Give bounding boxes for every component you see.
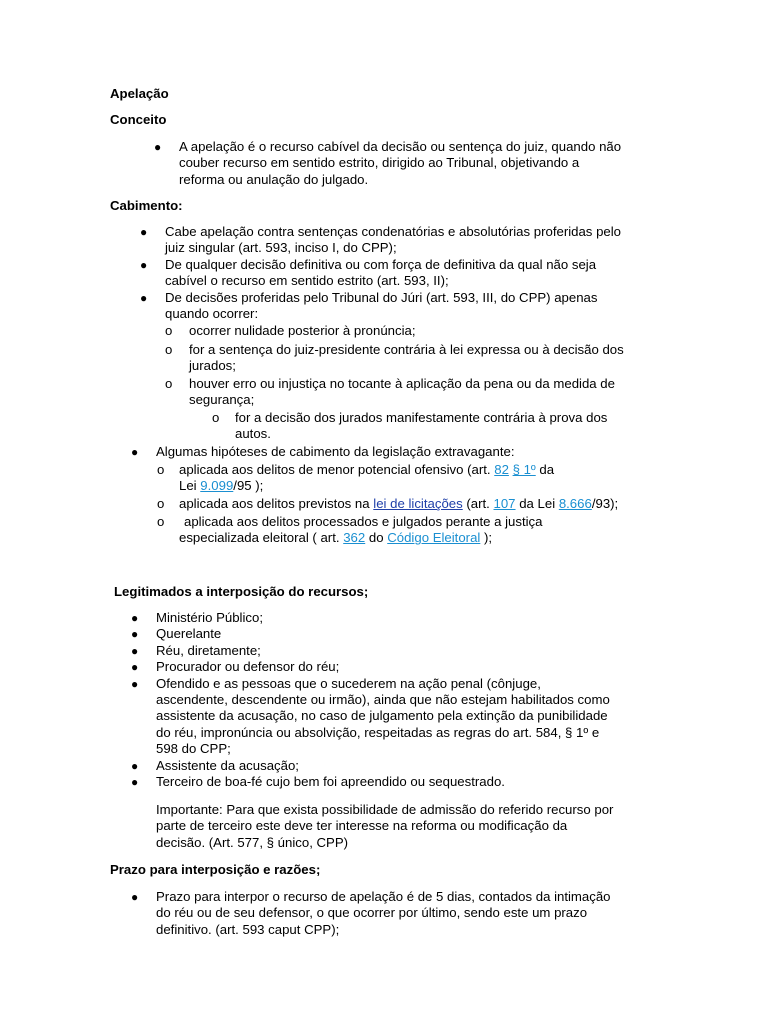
legitimados-line: Assistente da acusação; <box>156 757 299 773</box>
legitimados-line: Querelante <box>156 626 222 642</box>
link-lei-8666[interactable]: 8.666 <box>558 496 592 511</box>
conceito-item <box>154 139 699 188</box>
bullet-icon: ● <box>140 225 148 239</box>
cabimento-item <box>140 290 705 323</box>
bullet-icon: ● <box>131 445 139 459</box>
subitem-line: segurança; <box>189 392 255 408</box>
legitimados-line: Réu, diretamente; <box>156 642 261 658</box>
importante-note <box>156 802 696 851</box>
legitimados-line: assistente da acusação, no caso de julgamento pela extinção da punibilidade <box>156 708 608 724</box>
circle-bullet-icon: o <box>212 410 220 425</box>
importante-line: Importante: Para que exista possibilidade de admissão do referido recurso por <box>156 802 614 817</box>
legitimados-line: Terceiro de boa-fé cujo bem foi apreendido ou sequestrado. <box>156 774 505 790</box>
subitem-text: ); <box>484 530 493 546</box>
circle-bullet-icon: o <box>165 376 173 391</box>
legitimados-line: Procurador ou defensor do réu; <box>156 659 340 675</box>
heading-prazo: Prazo para interposição e razões; <box>110 862 321 877</box>
cabimento-item <box>140 224 705 257</box>
subitem-text: da Lei <box>519 496 556 511</box>
bullet-icon: ● <box>131 611 139 625</box>
subsubitem-line: autos. <box>235 426 271 442</box>
subitem-line: houver erro ou injustiça no tocante à aplicação da pena ou da medida de <box>189 376 615 391</box>
importante-line: parte de terceiro este deve ter interesse na reforma ou modificação da <box>156 818 568 834</box>
circle-bullet-icon: o <box>157 496 165 511</box>
subitem-text: (art. <box>466 496 490 511</box>
link-codigo-eleitoral[interactable]: Código Eleitoral <box>387 530 481 546</box>
cabimento-line: Cabe apelação contra sentenças condenatórias e absolutórias proferidas pelo <box>165 224 621 239</box>
extravagante-subitem <box>157 496 699 512</box>
heading-conceito: Conceito <box>110 112 167 127</box>
bullet-icon: ● <box>140 291 148 305</box>
bullet-icon: ● <box>131 775 139 790</box>
cabimento-item <box>140 257 705 290</box>
cabimento-line: De qualquer decisão definitiva ou com força de definitiva da qual não seja <box>165 257 597 272</box>
cabimento-line: juiz singular (art. 593, inciso I, do CPP); <box>165 240 397 256</box>
conceito-line: A apelação é o recurso cabível da decisão ou sentença do juiz, quando não <box>179 139 622 154</box>
prazo-line: Prazo para interpor o recurso de apelação é de 5 dias, contados da intimação <box>156 889 611 904</box>
legitimados-item <box>131 757 696 774</box>
subitem-line: for a sentença do juiz-presidente contrária à lei expressa ou à decisão dos <box>189 342 624 357</box>
prazo-item <box>131 889 696 938</box>
extravagante-subitem <box>157 462 699 495</box>
circle-bullet-icon: o <box>157 462 165 477</box>
link-paragrafo-1[interactable]: § 1º <box>512 462 536 477</box>
legitimados-item <box>131 675 696 758</box>
legitimados-line: Ministério Público; <box>156 610 264 625</box>
subitem-text: Lei <box>179 478 197 494</box>
heading-cabimento: Cabimento: <box>110 198 183 213</box>
link-art-362[interactable]: 362 <box>343 530 366 546</box>
circle-bullet-icon: o <box>165 323 173 338</box>
legitimados-list <box>131 610 696 790</box>
subitem-text: /95 ); <box>233 478 264 494</box>
cabimento-line: De decisões proferidas pelo Tribunal do Júri (art. 593, III, do CPP) apenas <box>165 290 598 305</box>
subitem-text: da <box>539 462 555 477</box>
bullet-icon: ● <box>131 643 139 658</box>
circle-bullet-icon: o <box>165 342 173 357</box>
legitimados-item <box>131 642 696 659</box>
conceito-line: reforma ou anulação do julgado. <box>179 171 369 187</box>
bullet-icon: ● <box>131 758 139 773</box>
legitimados-item <box>131 659 696 675</box>
subitem-text: aplicada aos delitos de menor potencial ofensivo (art. <box>179 462 491 477</box>
importante-line: decisão. (Art. 577, § único, CPP) <box>156 834 349 850</box>
legitimados-line: ascendente, descendente ou irmão), ainda que não estejam habilitados como <box>156 692 610 708</box>
cabimento-subitem <box>165 342 699 375</box>
cabimento-subsubitem <box>212 410 675 443</box>
link-art-82[interactable]: 82 <box>494 462 509 477</box>
bullet-icon: ● <box>140 258 148 272</box>
bullet-icon: ● <box>131 890 139 904</box>
legitimados-item <box>131 610 696 626</box>
subitem-text: /93); <box>591 496 619 511</box>
bullet-icon: ● <box>131 676 139 691</box>
legitimados-line: do réu, impronúncia ou absolvição, respeitadas as regras do art. 584, § 1º e <box>156 724 600 740</box>
subitem-text: do <box>368 530 384 546</box>
subitem-text: especializada eleitoral ( art. <box>179 530 340 546</box>
legitimados-item <box>131 626 696 642</box>
prazo-line: definitivo. (art. 593 caput CPP); <box>156 921 340 937</box>
subsubitem-line: for a decisão dos jurados manifestamente contrária à prova dos <box>235 410 608 425</box>
cabimento-line: cabível o recurso em sentido estrito (art. 593, II); <box>165 273 449 289</box>
cabimento-item <box>131 444 696 460</box>
legitimados-line: Ofendido e as pessoas que o sucederem na ação penal (cônjuge, <box>156 675 541 691</box>
subitem-text: aplicada aos delitos processados e julgados perante a justiça <box>184 514 543 529</box>
legitimados-line: 598 do CPP; <box>156 741 231 757</box>
cabimento-subitem <box>165 323 699 339</box>
extravagante-subitem <box>157 514 699 547</box>
cabimento-line: quando ocorrer: <box>165 306 259 322</box>
heading-apelacao: Apelação <box>110 86 169 101</box>
circle-bullet-icon: o <box>157 514 165 529</box>
link-art-107[interactable]: 107 <box>493 496 516 511</box>
link-lei-9099[interactable]: 9.099 <box>200 478 234 494</box>
cabimento-subitem <box>165 376 699 409</box>
cabimento-line: Algumas hipóteses de cabimento da legislação extravagante: <box>156 444 515 459</box>
legitimados-item <box>131 774 696 790</box>
subitem-text: aplicada aos delitos previstos na <box>179 496 370 511</box>
conceito-line: couber recurso em sentido estrito, dirigido ao Tribunal, objetivando a <box>179 155 580 171</box>
bullet-icon: ● <box>131 627 139 642</box>
link-lei-de-licitacoes[interactable]: lei de licitações <box>373 496 463 511</box>
bullet-icon: ● <box>131 660 139 675</box>
heading-legitimados: Legitimados a interposição do recursos; <box>114 584 369 599</box>
subitem-line: jurados; <box>189 358 236 374</box>
prazo-line: do réu ou de seu defensor, o que ocorrer por último, sendo este um prazo <box>156 905 588 921</box>
subitem-line: ocorrer nulidade posterior à pronúncia; <box>189 323 416 338</box>
bullet-icon: ● <box>154 140 162 154</box>
